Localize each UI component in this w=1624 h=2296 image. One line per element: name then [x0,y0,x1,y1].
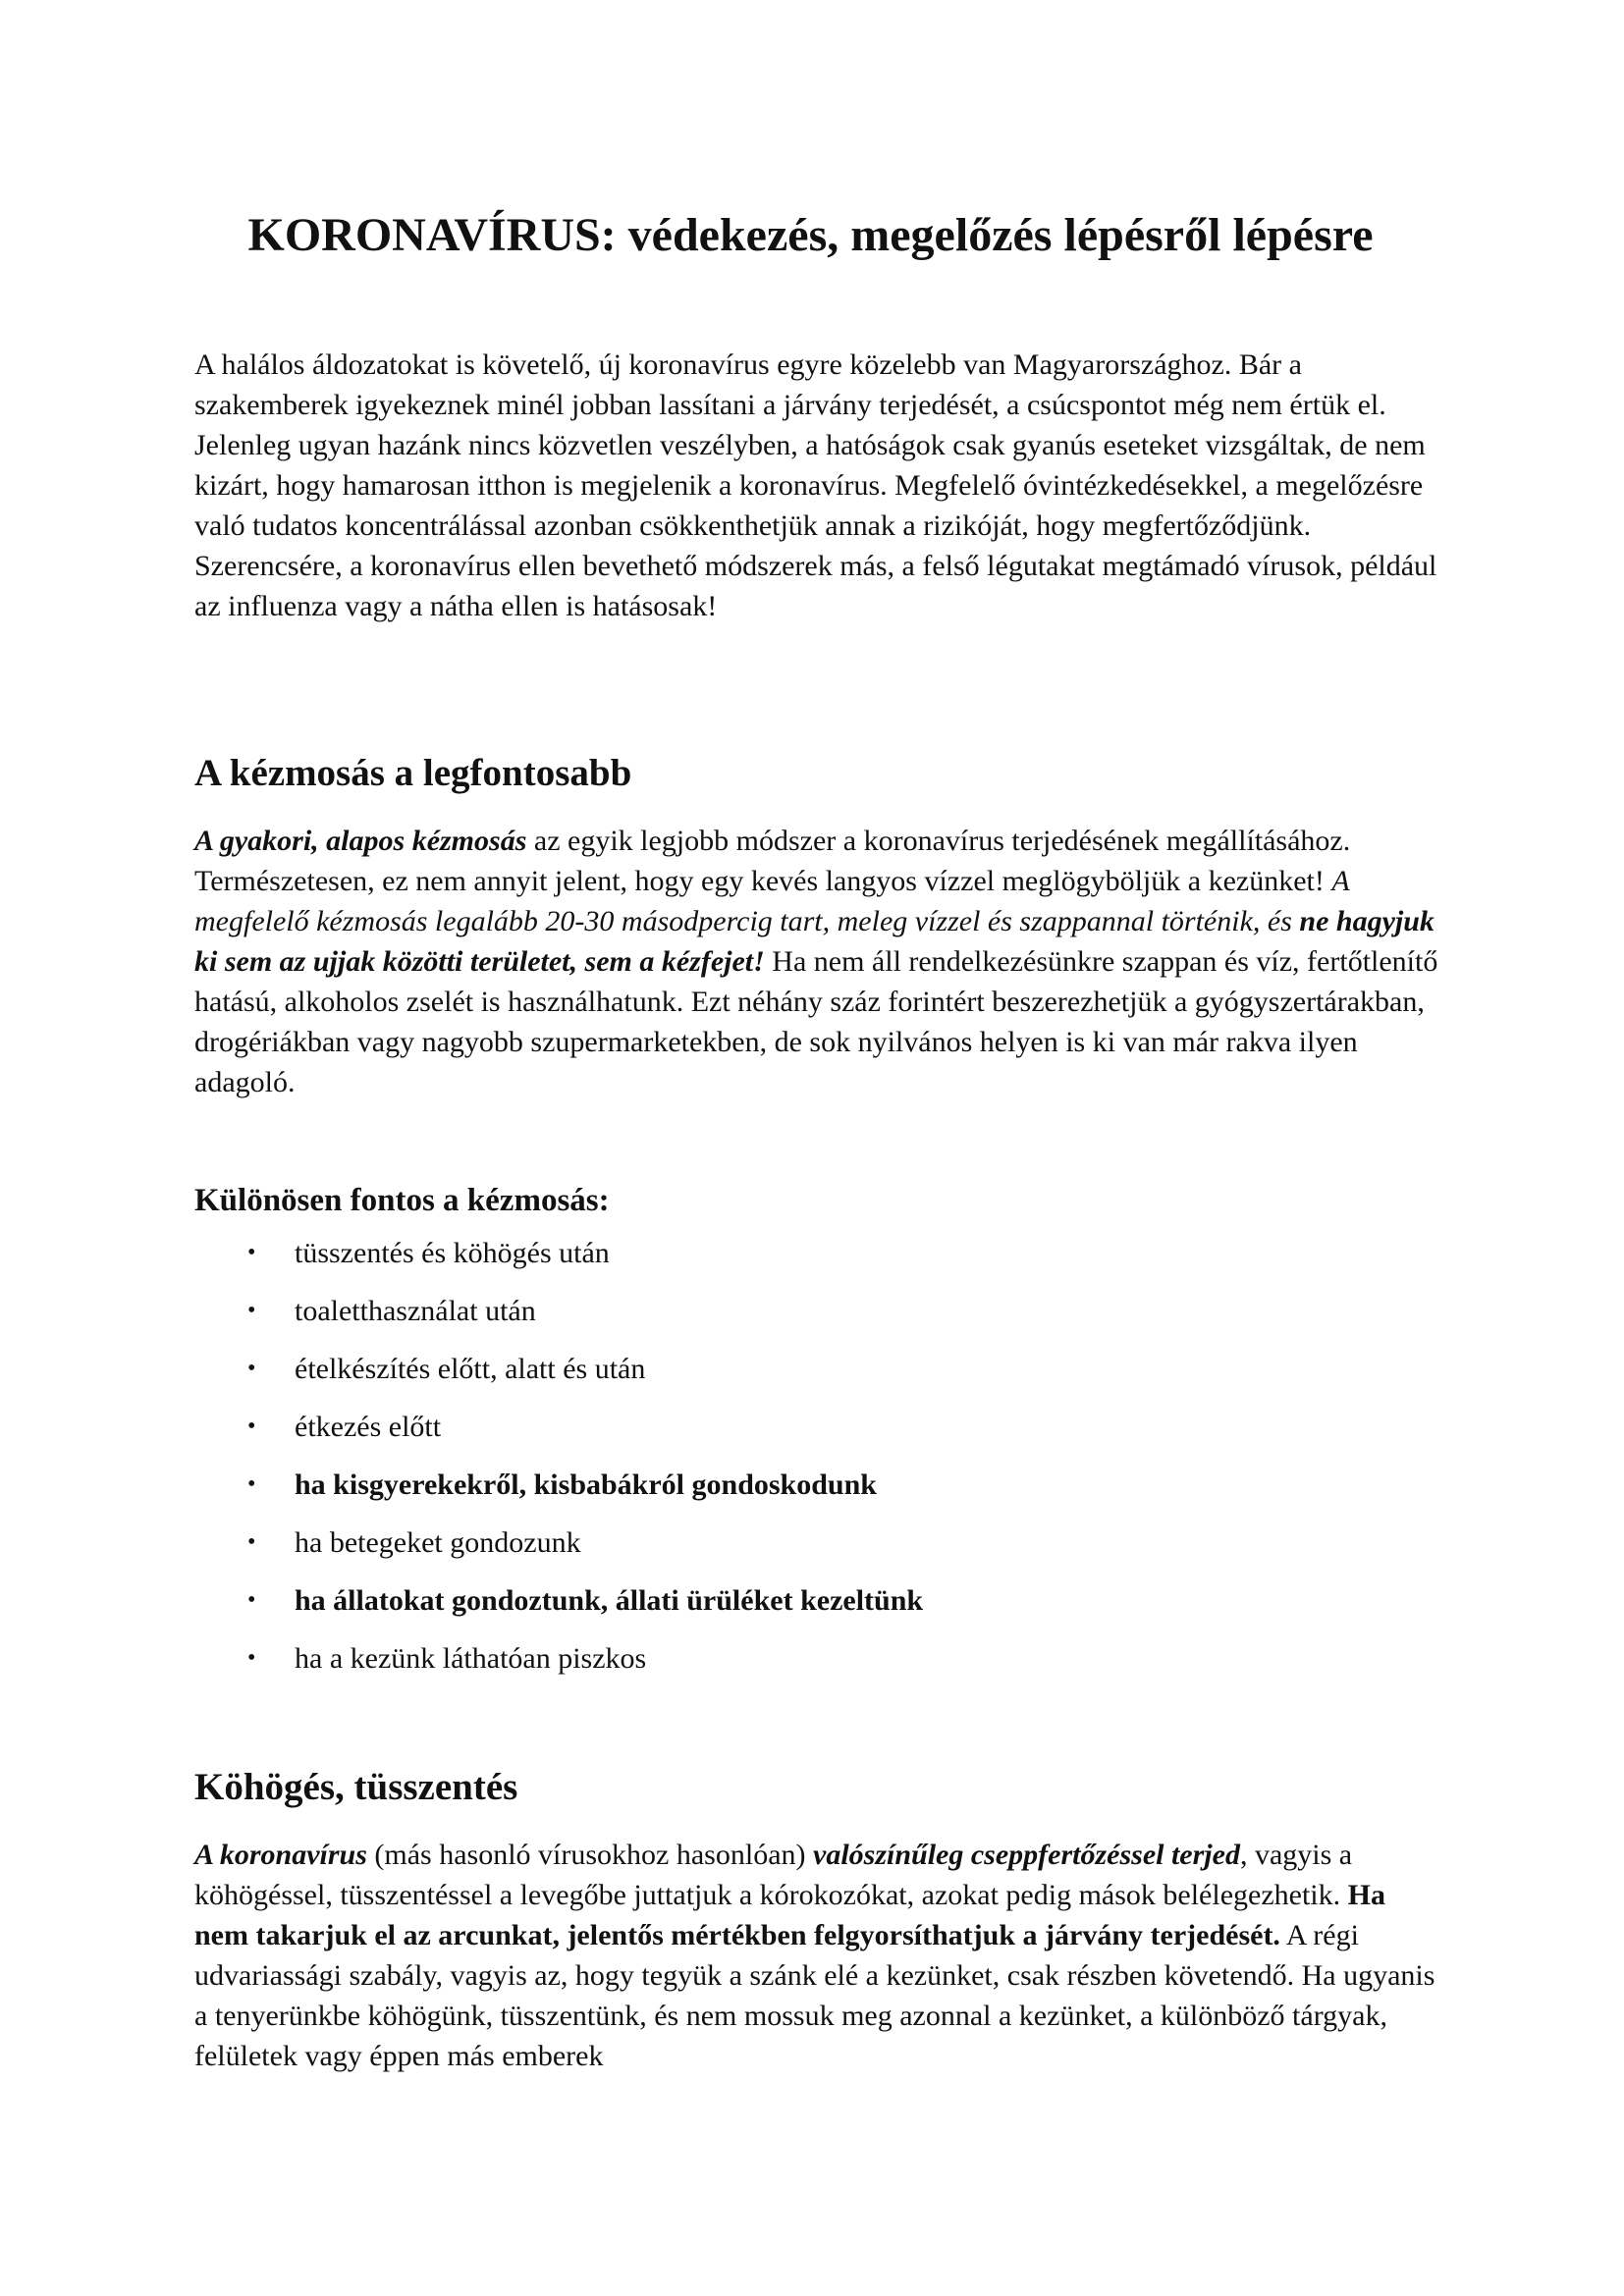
list-item: • ételkészítés előtt, alatt és után [194,1349,923,1407]
list-item: • toaletthasználat után [194,1291,923,1349]
page-title: KORONAVÍRUS: védekezés, megelőzés lépésről lépésre [247,209,1374,261]
cough-paragraph [194,1835,1443,2076]
handwashing-italic: A megfelelő kézmosás legalább 20-30 másodpercig tart, meleg vízzel és szappannal történik, és [194,865,1350,937]
cough-text-2: , vagyis a köhögéssel, tüsszentéssel a levegőbe juttatjuk a kórokozókat, azokat pedig mások belélegezhetik. [194,1839,1353,1911]
bullet-icon: • [247,1414,256,1439]
important-list [194,1233,923,1696]
handwashing-emphasis: A gyakori, alapos kézmosás [194,825,527,857]
list-item: • ha betegeket gondozunk [194,1522,923,1580]
cough-emphasis-2: valószínűleg cseppfertőzéssel terjed [813,1839,1240,1871]
list-item: • ha kisgyerekekről, kisbabákról gondoskodunk [194,1465,923,1522]
list-item: • ha a kezünk láthatóan piszkos [194,1638,923,1696]
handwashing-text-2: Ha nem áll rendelkezésünkre szappan és víz, fertőtlenítő hatású, alkoholos zselét is használhatunk. Ezt néhány száz forintért beszerezhetjük a gyógyszertárakban, drogériákban vagy nagyobb szupermarketekben, de sok nyilvános helyen is ki van már rakva ilyen adagoló. [194,945,1438,1098]
cough-emphasis-1: A koronavírus [194,1839,367,1871]
bullet-icon: • [247,1298,256,1323]
list-item: • ha állatokat gondoztunk, állati ürüléket kezeltünk [194,1580,923,1638]
cough-bold: Ha nem takarjuk el az arcunkat, jelentős mértékben felgyorsíthatjuk a járvány terjedését. [194,1879,1385,1951]
cough-text-1: (más hasonló vírusokhoz hasonlóan) [366,1839,813,1871]
bullet-icon: • [247,1645,256,1671]
bullet-icon: • [247,1529,256,1555]
handwashing-paragraph [194,821,1443,1102]
list-item: • étkezés előtt [194,1407,923,1465]
cough-heading: Köhögés, tüsszentés [194,1766,518,1808]
handwashing-bold-italic: ne hagyjuk ki sem az ujjak közötti területet, sem a kézfejet! [194,905,1435,978]
handwashing-heading: A kézmosás a legfontosabb [194,752,632,794]
bullet-icon: • [247,1471,256,1497]
bullet-icon: • [247,1240,256,1265]
list-item: • tüsszentés és köhögés után [194,1233,923,1291]
cough-text-3: A régi udvariassági szabály, vagyis az, hogy tegyük a szánk elé a kezünket, csak részben követendő. Ha ugyanis a tenyerünkbe köhögünk, tüsszentünk, és nem mossuk meg azonnal a kezünket, a különböző tárgyak, felületek vagy éppen más emberek [194,1919,1435,2072]
bullet-icon: • [247,1587,256,1613]
important-heading: Különösen fontos a kézmosás: [194,1183,610,1218]
bullet-icon: • [247,1356,256,1381]
handwashing-text-1: az egyik legjobb módszer a koronavírus terjedésének megállításához. Természetesen, ez nem annyit jelent, hogy egy kevés langyos vízzel meglögyböljük a kezünket! [194,825,1351,897]
intro-paragraph: A halálos áldozatokat is követelő, új koronavírus egyre közelebb van Magyarországhoz. Bár a szakemberek igyekeznek minél jobban lassítani a járvány terjedését, a csúcspontot még nem értük el. Jelenleg ugyan hazánk nincs közvetlen veszélyben, a hatóságok csak gyanús eseteket vizsgáltak, de nem kizárt, hogy hamarosan itthon is megjelenik a koronavírus. Megfelelő óvintézkedésekkel, a megelőzésre való tudatos koncentrálással azonban csökkenthetjük annak a rizikóját, hogy megfertőződjünk. Szerencsére, a koronavírus ellen bevethető módszerek más, a felső légutakat megtámadó vírusok, például az influenza vagy a nátha ellen is hatásosak! [194,348,1437,622]
